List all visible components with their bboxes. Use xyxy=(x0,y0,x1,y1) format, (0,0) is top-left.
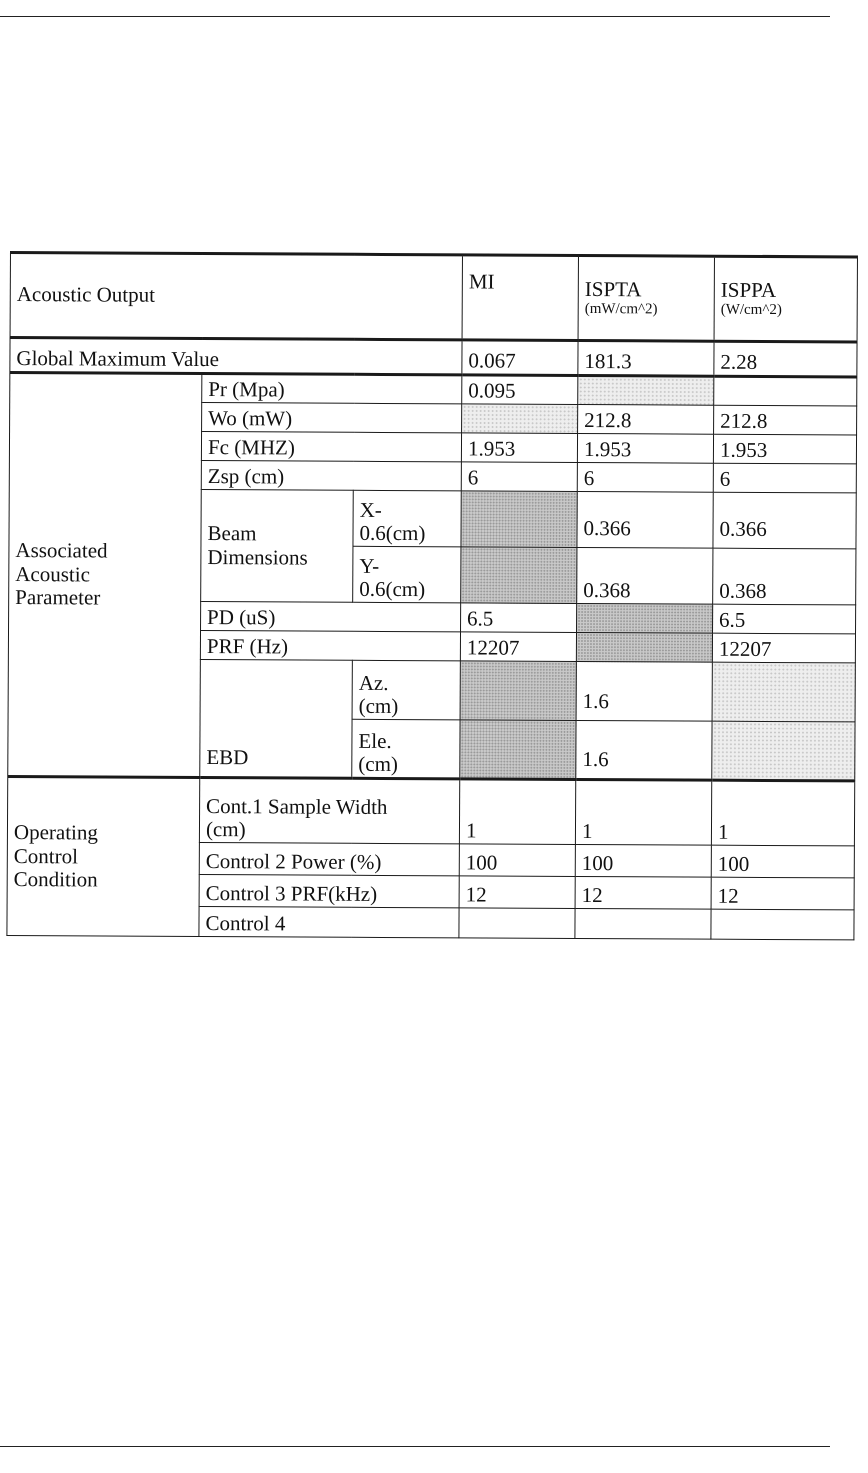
beam-x-label: X- 0.6(cm) xyxy=(353,490,461,547)
ebd-ele-ispta: 1.6 xyxy=(576,720,712,780)
fc-mi: 1.953 xyxy=(461,433,577,463)
global-max-label: Global Maximum Value xyxy=(10,338,462,375)
wo-ispta: 212.8 xyxy=(578,404,714,434)
fc-ispta: 1.953 xyxy=(577,433,713,463)
beam-dimensions-label: Beam Dimensions xyxy=(201,490,354,603)
ebd-az-label: Az. (cm) xyxy=(352,660,460,720)
pd-isppa: 6.5 xyxy=(713,604,856,634)
control1-mi: 1 xyxy=(459,779,575,845)
header-ispta-label: ISPTA xyxy=(584,276,642,302)
control3-isppa: 12 xyxy=(711,877,854,910)
pr-label: Pr (Mpa) xyxy=(202,374,462,404)
beam-y-label: Y- 0.6(cm) xyxy=(353,546,461,603)
header-ispta-unit: (mW/cm^2) xyxy=(584,301,658,318)
control3-label: Control 3 PRF(kHz) xyxy=(199,874,459,907)
fc-isppa: 1.953 xyxy=(713,434,856,464)
control1-label: Cont.1 Sample Width (cm) xyxy=(199,778,459,844)
operating-group-label: Operating Control Condition xyxy=(7,776,200,936)
control2-isppa: 100 xyxy=(711,845,854,878)
acoustic-output-table xyxy=(6,251,858,940)
ebd-ele-mi xyxy=(460,720,576,780)
prf-label: PRF (Hz) xyxy=(200,631,460,661)
fc-label: Fc (MHZ) xyxy=(201,432,461,462)
beam-y-mi xyxy=(461,547,577,604)
control4-mi xyxy=(459,908,575,939)
zsp-label: Zsp (cm) xyxy=(201,461,461,491)
pd-ispta xyxy=(577,603,713,633)
beam-x-mi xyxy=(461,491,577,548)
zsp-isppa: 6 xyxy=(713,463,856,493)
table-header-row xyxy=(10,253,857,342)
header-acoustic-output: Acoustic Output xyxy=(10,253,462,340)
control4-isppa xyxy=(711,909,854,940)
control2-mi: 100 xyxy=(459,844,575,877)
global-max-mi: 0.067 xyxy=(462,340,578,376)
ebd-az-ispta: 1.6 xyxy=(576,661,712,721)
wo-isppa: 212.8 xyxy=(714,405,857,435)
header-ispta xyxy=(578,255,714,341)
beam-y-ispta: 0.368 xyxy=(577,547,713,604)
table-row xyxy=(7,776,854,845)
control3-mi: 12 xyxy=(459,876,575,909)
ebd-label: EBD xyxy=(200,660,353,779)
beam-x-isppa: 0.366 xyxy=(713,492,856,549)
prf-isppa: 12207 xyxy=(712,633,855,663)
beam-x-ispta: 0.366 xyxy=(577,491,713,548)
control1-isppa: 1 xyxy=(711,780,854,846)
ebd-az-isppa xyxy=(712,662,855,722)
prf-ispta xyxy=(576,632,712,662)
beam-y-isppa: 0.368 xyxy=(713,548,856,605)
pr-ispta xyxy=(578,375,714,405)
zsp-ispta: 6 xyxy=(577,462,713,492)
global-max-ispta: 181.3 xyxy=(578,340,714,376)
ebd-ele-isppa xyxy=(712,721,855,781)
table-row xyxy=(10,338,857,377)
header-mi: MI xyxy=(462,255,578,341)
global-max-isppa: 2.28 xyxy=(714,341,857,377)
header-isppa-unit: (W/cm^2) xyxy=(720,302,782,319)
footer-rule xyxy=(0,1446,830,1447)
wo-mi xyxy=(462,404,578,434)
control1-ispta: 1 xyxy=(575,779,711,845)
associated-group-label: Associated Acoustic Parameter xyxy=(8,373,202,778)
control2-ispta: 100 xyxy=(575,844,711,877)
prf-mi: 12207 xyxy=(460,632,576,662)
header-isppa-label: ISPPA xyxy=(720,277,777,302)
ebd-ele-label: Ele. (cm) xyxy=(352,719,460,779)
ebd-az-mi xyxy=(460,661,576,721)
pr-isppa xyxy=(714,376,857,406)
control4-label: Control 4 xyxy=(199,906,459,937)
pd-label: PD (uS) xyxy=(201,602,461,632)
pr-mi: 0.095 xyxy=(462,375,578,405)
table-row xyxy=(10,373,857,406)
control4-ispta xyxy=(575,908,711,939)
header-rule xyxy=(0,16,830,17)
control3-ispta: 12 xyxy=(575,876,711,909)
control2-label: Control 2 Power (%) xyxy=(199,842,459,875)
header-isppa xyxy=(714,256,857,342)
wo-label: Wo (mW) xyxy=(202,403,462,433)
pd-mi: 6.5 xyxy=(461,603,577,633)
zsp-mi: 6 xyxy=(461,462,577,492)
